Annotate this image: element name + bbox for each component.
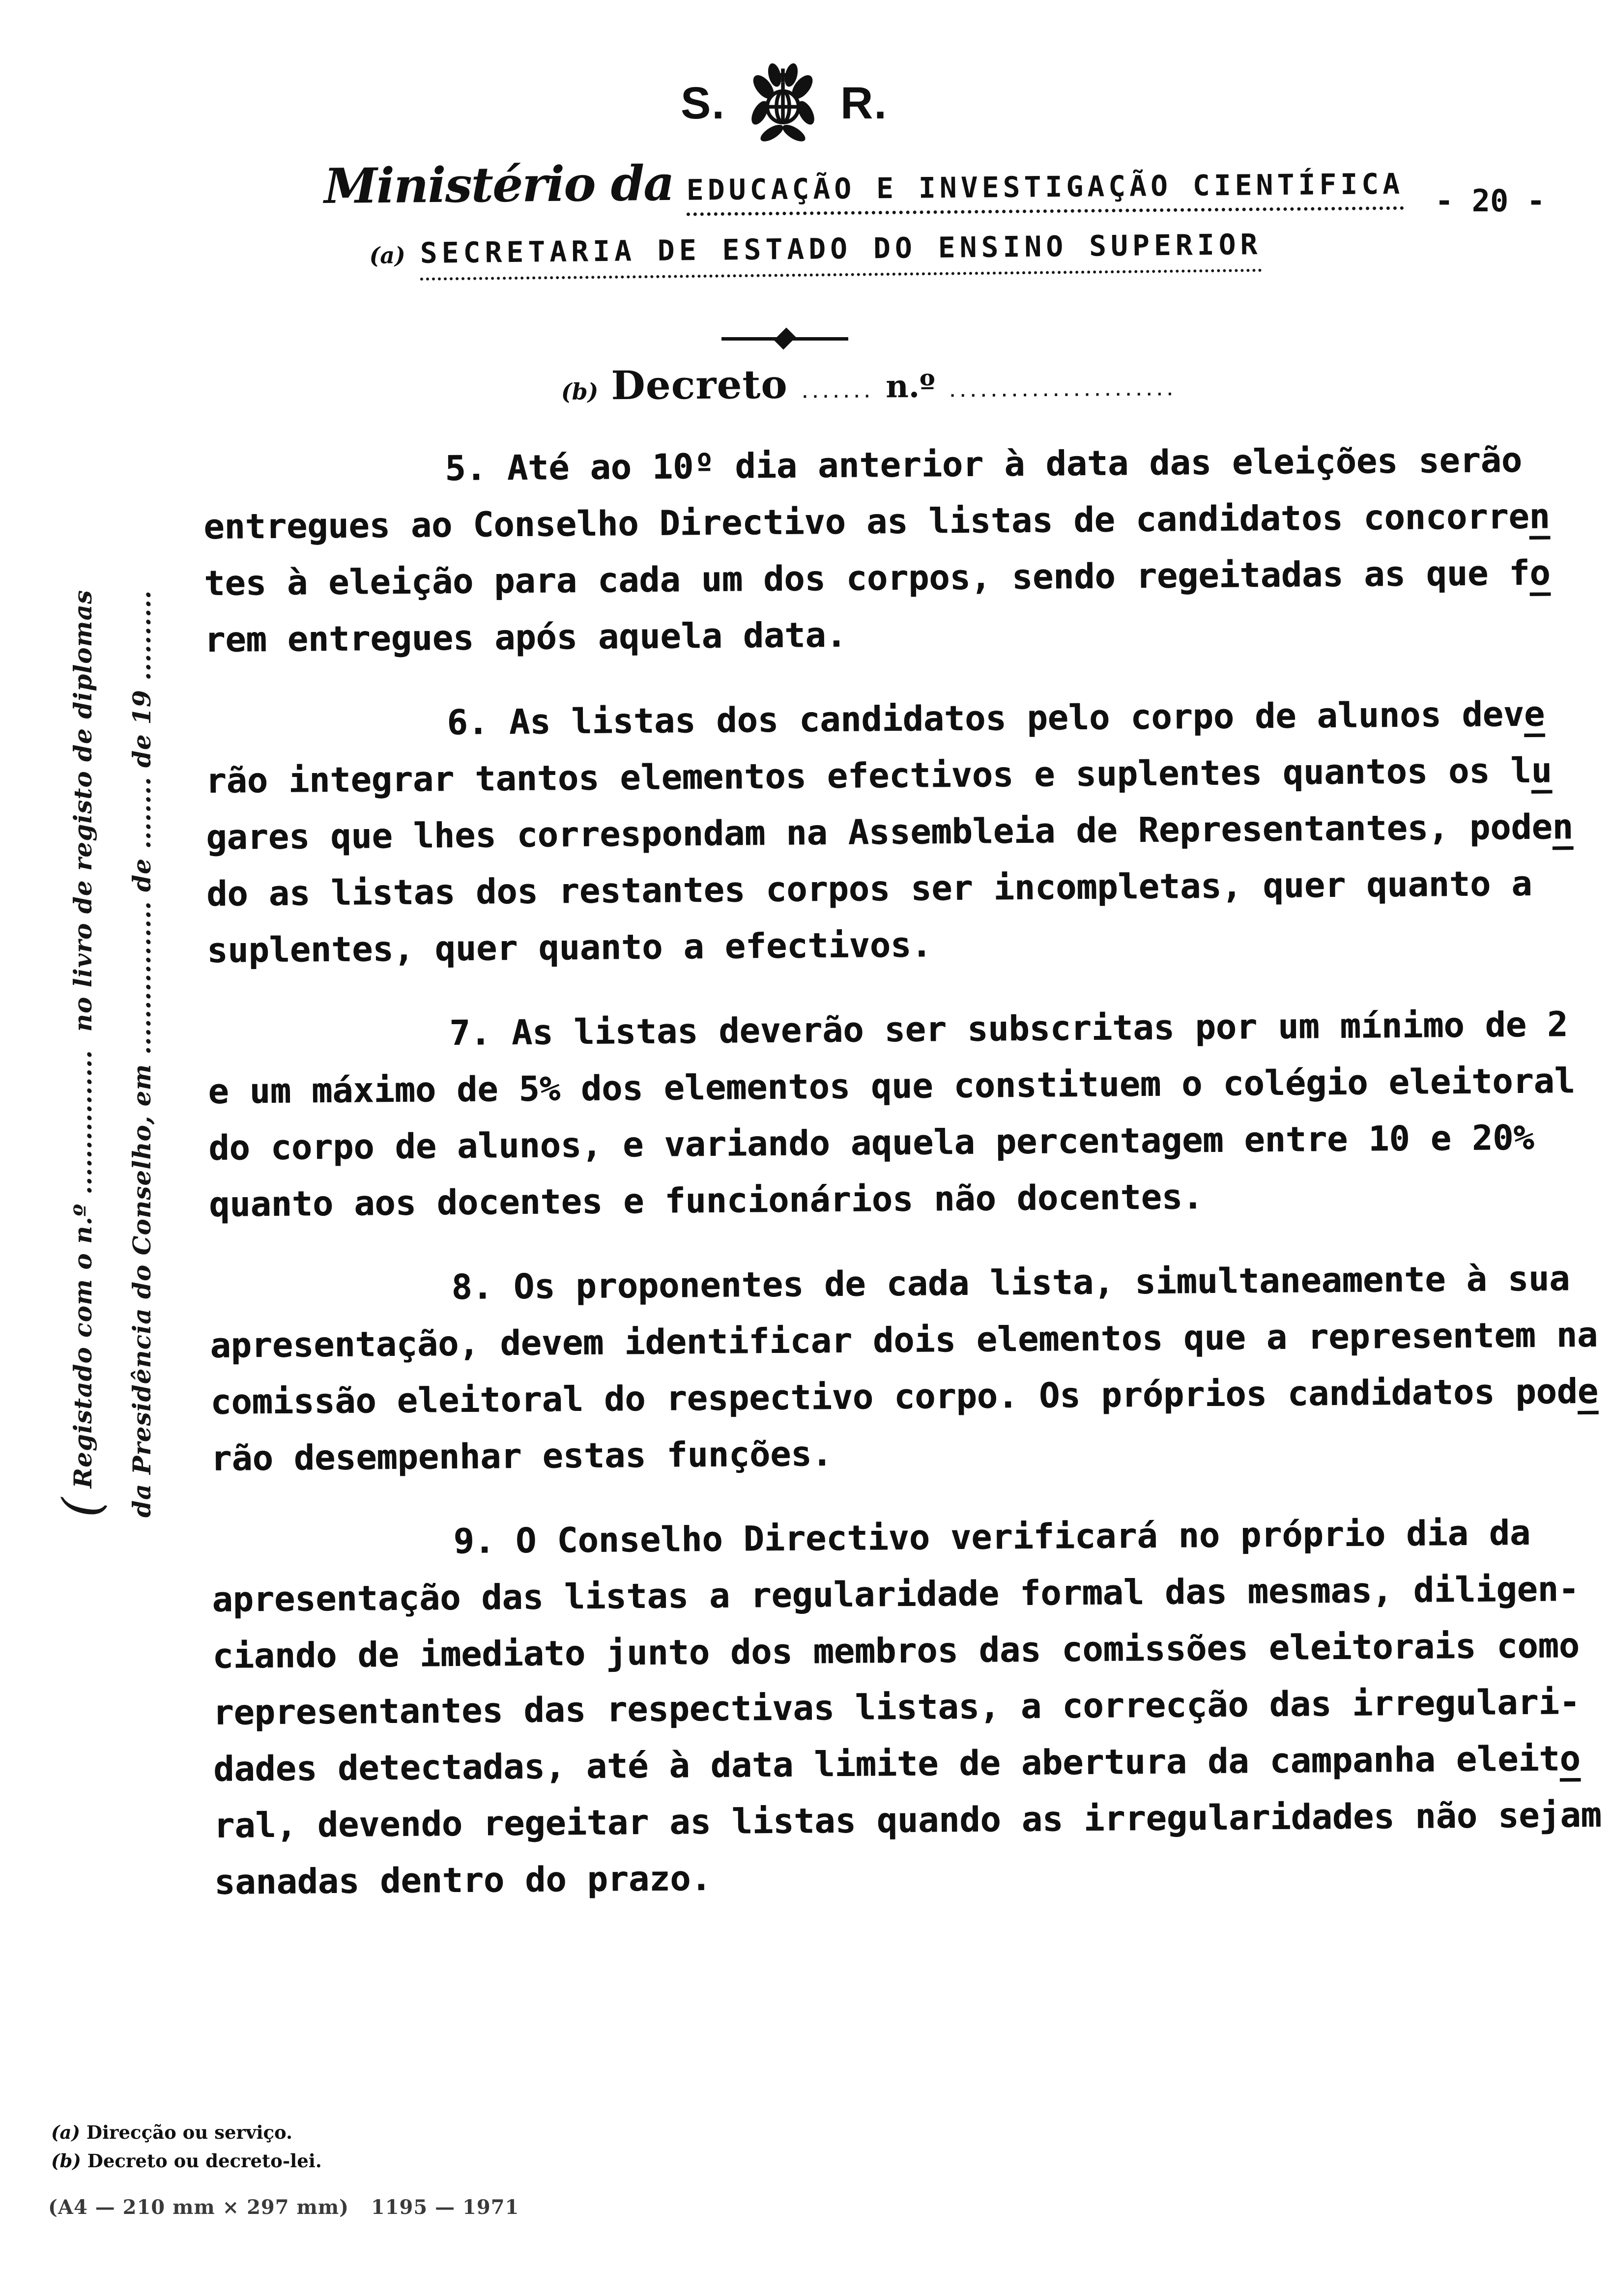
hyphenation-underline: o	[1529, 552, 1551, 593]
line-text: quanto aos docentes e funcionários não docentes.	[208, 1177, 1204, 1225]
line-text: 7. As listas deverão ser subscritas por um mínimo de 2	[449, 1004, 1568, 1054]
body-line	[209, 1250, 1612, 1318]
org-name: SECRETARIA DE ESTADO DO ENSINO SUPERIOR	[420, 228, 1262, 281]
line-text: 6. As listas dos candidatos pelo corpo de alunos dev	[447, 693, 1525, 743]
paragraph	[211, 1504, 1612, 1911]
body-line	[211, 1419, 1612, 1487]
body-line	[211, 1504, 1612, 1572]
decree-fill-dots: .......	[800, 384, 873, 402]
footnote	[51, 2147, 322, 2175]
org-heading	[369, 228, 1262, 281]
line-text: entregues ao Conselho Directivo as listas de candidatos concorre	[203, 496, 1529, 547]
line-text: ciando de imediato junto dos membros das comissões eleitorais como	[212, 1625, 1580, 1676]
line-text: suplentes, quer quanto a efectivos.	[206, 924, 932, 971]
margin-registry-note	[52, 537, 175, 1518]
ornament-divider	[721, 330, 848, 347]
line-text: rão desempenhar estas funções.	[210, 1434, 833, 1479]
line-text: do corpo de alunos, e variando aquela percentagem entre 10 e 20%	[208, 1117, 1534, 1168]
body-line	[208, 1052, 1612, 1120]
footnote-marker: (b)	[51, 2150, 81, 2172]
line-text: representantes das respectivas listas, a correcção das irregulari-	[212, 1682, 1581, 1733]
margin-note-line-1	[52, 537, 113, 1518]
line-text: ral, devendo regeitar as listas quando as irregularidades não sejam	[213, 1794, 1602, 1846]
decree-number-label: n.º	[885, 368, 936, 405]
body-line	[212, 1617, 1612, 1685]
org-footnote-marker: (a)	[369, 242, 406, 269]
line-text: rem entregues após aquela data.	[204, 614, 847, 660]
margin-note-line-1-text: Registado com o n.º ................ no livro de registo de diplomas	[68, 589, 97, 1489]
body-line	[203, 431, 1612, 499]
decree-number-fill-dots: ......................	[948, 382, 1176, 401]
ministry-heading	[324, 149, 1404, 219]
body-line	[206, 798, 1612, 866]
line-text: gares que lhes correspondam na Assembleia de Representantes, pode	[205, 806, 1553, 858]
body-line	[210, 1306, 1612, 1374]
paragraph	[209, 1250, 1612, 1487]
hyphenation-underline: n	[1529, 496, 1550, 537]
hyphenation-underline: n	[1552, 806, 1574, 847]
body-line	[206, 855, 1612, 922]
footnotes	[51, 2118, 322, 2175]
ministry-prefix: Ministério da	[323, 155, 674, 215]
footnote-text: Decreto ou decreto-lei.	[81, 2150, 322, 2172]
national-emblem-icon	[746, 56, 820, 151]
decree-footnote-marker: (b)	[561, 378, 599, 405]
body-text	[203, 431, 1612, 1939]
margin-note-line-2	[113, 537, 172, 1518]
divider-bar-left	[721, 337, 778, 341]
hyphenation-underline: u	[1531, 750, 1552, 791]
margin-note-line-2-text: da Presidência do Conselho, em ................. de ........ de 19 ..........	[127, 590, 156, 1518]
footnote-marker: (a)	[51, 2122, 80, 2143]
line-text: dades detectadas, até à data limite de abertura da campanha eleit	[213, 1738, 1560, 1789]
line-text: apresentação, devem identificar dois elementos que a representem na	[210, 1314, 1598, 1366]
margin-open-paren: (	[52, 1497, 112, 1518]
line-text: tes à eleição para cada um dos corpos, sendo regeitadas as que f	[203, 552, 1530, 603]
line-text: apresentação das listas a regularidade formal das mesmas, diligen-	[212, 1569, 1580, 1620]
paragraph	[205, 685, 1612, 979]
footnote-text: Direcção ou serviço.	[80, 2122, 292, 2143]
body-line	[212, 1560, 1612, 1628]
ministry-name: EDUCAÇÃO E INVESTIGAÇÃO CIENTÍFICA	[687, 167, 1404, 216]
line-text: comissão eleitoral do respectivo corpo. Os próprios candidatos pod	[210, 1371, 1578, 1422]
line-text: e um máximo de 5% dos elementos que constituem o colégio eleitoral	[208, 1061, 1576, 1112]
body-line	[209, 1165, 1612, 1233]
paragraph	[203, 431, 1612, 668]
divider-diamond-icon	[774, 328, 796, 350]
header-letter-s: S.	[681, 78, 725, 128]
body-line	[213, 1730, 1612, 1798]
footnote	[51, 2118, 322, 2147]
page-number: - 20 -	[1435, 183, 1545, 219]
header-crest	[681, 54, 888, 152]
line-text: rão integrar tantos elementos efectivos e suplentes quantos os l	[205, 750, 1531, 801]
hyphenation-underline: o	[1559, 1738, 1581, 1779]
line-text: 8. Os proponentes de cada lista, simultaneamente à sua	[451, 1258, 1570, 1308]
body-line	[214, 1786, 1612, 1854]
body-line	[214, 1843, 1612, 1911]
body-line	[204, 601, 1612, 668]
line-text: sanadas dentro do prazo.	[214, 1858, 712, 1902]
body-line	[203, 488, 1612, 555]
decree-label: Decreto	[611, 361, 788, 409]
decree-form-line	[561, 358, 1176, 409]
hyphenation-underline: e	[1577, 1371, 1599, 1412]
header-letter-r: R.	[840, 78, 888, 128]
body-line	[207, 911, 1612, 979]
form-code: (A4 — 210 mm × 297 mm) 1195 — 1971	[48, 2196, 519, 2219]
body-line	[204, 544, 1612, 612]
body-line	[207, 996, 1612, 1063]
paragraph	[207, 996, 1612, 1233]
divider-bar-right	[791, 337, 848, 341]
body-line	[210, 1363, 1612, 1431]
line-text: 5. Até ao 10º dia anterior à data das eleições serão	[445, 439, 1523, 489]
body-line	[213, 1673, 1612, 1741]
line-text: 9. O Conselho Directivo verificará no próprio dia da	[453, 1512, 1531, 1562]
line-text: do as listas dos restantes corpos ser incompletas, quer quanto a	[206, 863, 1532, 914]
hyphenation-underline: e	[1524, 693, 1545, 734]
body-line	[205, 742, 1612, 809]
body-line	[205, 685, 1612, 753]
body-line	[208, 1109, 1612, 1177]
